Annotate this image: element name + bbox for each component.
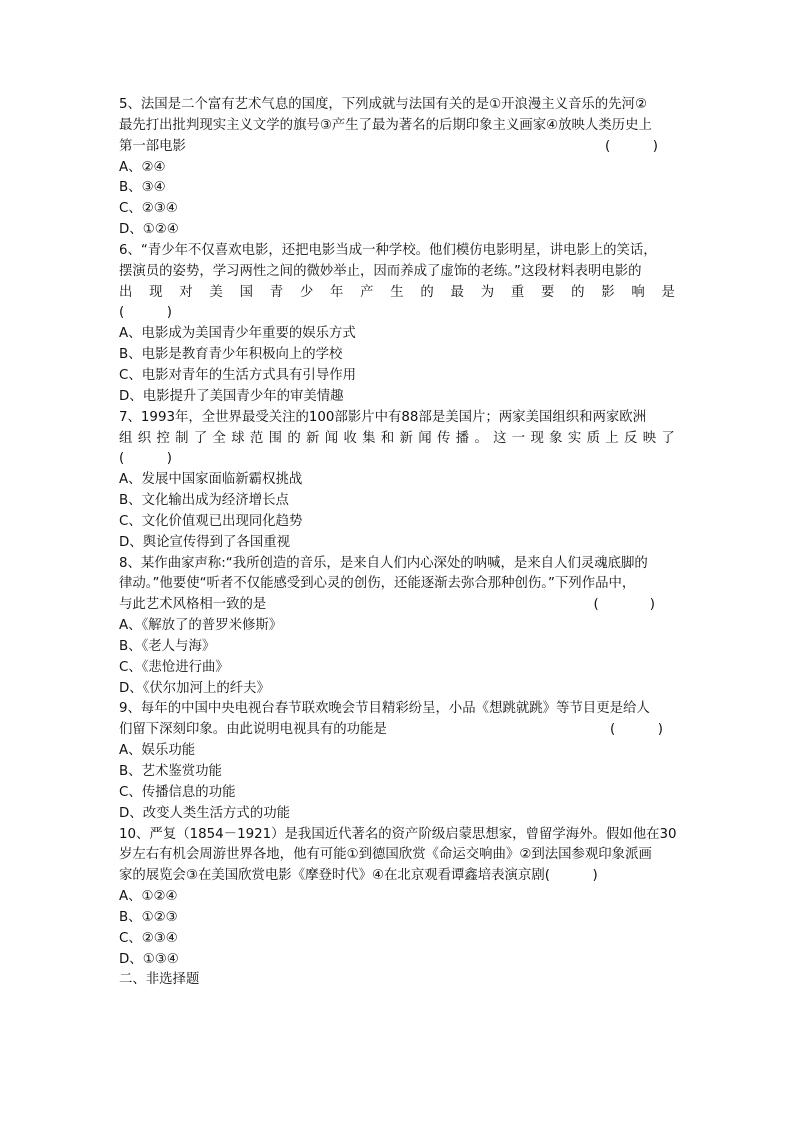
answer-parentheses: ( ) bbox=[119, 451, 173, 467]
justified-char: 。 bbox=[474, 430, 488, 446]
justified-char: 全 bbox=[212, 430, 226, 446]
answer-parentheses: ( ) bbox=[604, 138, 658, 154]
section-heading: 二、非选择题 bbox=[119, 972, 200, 988]
question-10 bbox=[119, 825, 675, 971]
justified-char: 青 bbox=[269, 284, 284, 300]
option-a: A、电影成为美国青少年重要的娱乐方式 bbox=[119, 326, 356, 342]
justified-char: 少 bbox=[299, 284, 314, 300]
option-a: A、娱乐功能 bbox=[119, 743, 196, 759]
justified-char: 新 bbox=[306, 430, 320, 446]
option-d: D、改变人类生活方式的功能 bbox=[119, 805, 290, 821]
question-7 bbox=[119, 408, 675, 554]
option-d: D、舆论宣传得到了各国重视 bbox=[119, 534, 290, 550]
justified-char: 映 bbox=[642, 430, 657, 446]
question-6-stem-line-3 bbox=[119, 283, 675, 304]
justified-char: 织 bbox=[137, 430, 152, 446]
question-9-stem-text: 们留下深刻印象。由此说明电视具有的功能是 bbox=[119, 722, 387, 738]
justified-char: 组 bbox=[119, 430, 133, 446]
question-9 bbox=[119, 699, 675, 824]
justified-char: 范 bbox=[249, 430, 264, 446]
justified-char: 围 bbox=[268, 430, 283, 446]
justified-char: 制 bbox=[175, 430, 189, 446]
answer-parentheses: ( ) bbox=[593, 597, 655, 613]
justified-char: 年 bbox=[329, 284, 344, 300]
option-a: A、①②④ bbox=[119, 889, 178, 905]
question-10-stem-line-2: 岁左右有机会周游世界各地，他有可能①到德国欣赏《命运交响曲》②到法国参观印象派画 bbox=[119, 847, 652, 863]
justified-char: 和 bbox=[380, 430, 395, 446]
option-c: C、电影对青年的生活方式具有引导作用 bbox=[119, 367, 356, 383]
justified-char: 播 bbox=[455, 430, 470, 446]
question-9-stem-line-1: 9、每年的中国中央电视台春节联欢晚会节目精彩纷呈，小品《想跳就跳》等节目更是给人 bbox=[119, 701, 650, 717]
justified-char: 象 bbox=[549, 430, 563, 446]
answer-parentheses: ( ) bbox=[544, 868, 598, 884]
question-8-stem-line-3 bbox=[119, 595, 675, 616]
question-5 bbox=[119, 95, 675, 241]
option-a: A、②④ bbox=[119, 159, 166, 175]
question-6-stem-line-2: 摆演员的姿势，学习两性之间的微妙举止，因而养成了虚饰的老练。”这段材料表明电影的 bbox=[119, 263, 642, 279]
justified-char: 响 bbox=[631, 284, 645, 300]
justified-char: 对 bbox=[179, 284, 193, 300]
question-10-stem-line-1: 10、严复（1854－1921）是我国近代著名的资产阶级启蒙思想家，曾留学海外。假如他在30 bbox=[119, 826, 677, 842]
justified-char: 的 bbox=[420, 284, 434, 300]
option-c: C、文化价值观已出现同化趋势 bbox=[119, 513, 303, 529]
option-b: B、文化输出成为经济增长点 bbox=[119, 493, 289, 509]
option-c: C、②③④ bbox=[119, 930, 178, 946]
option-d: D、《伏尔加河上的纤夫》 bbox=[119, 680, 270, 696]
question-9-stem-line-2 bbox=[119, 720, 675, 741]
justified-char: 的 bbox=[571, 284, 585, 300]
justified-char: 反 bbox=[623, 430, 638, 446]
justified-char: 实 bbox=[567, 430, 582, 446]
justified-char: 上 bbox=[605, 430, 619, 446]
option-a: A、发展中国家面临新霸权挑战 bbox=[119, 472, 303, 488]
justified-char: 美 bbox=[209, 284, 223, 300]
justified-char: 的 bbox=[287, 430, 301, 446]
justified-char: 影 bbox=[601, 284, 615, 300]
justified-char: 现 bbox=[149, 284, 163, 300]
question-5-stem-text: 第一部电影 bbox=[119, 138, 186, 154]
option-c: C、《悲怆进行曲》 bbox=[119, 659, 229, 675]
justified-char: 了 bbox=[661, 430, 675, 446]
justified-char: 国 bbox=[239, 284, 253, 300]
option-b: B、艺术鉴赏功能 bbox=[119, 764, 222, 779]
justified-char: 新 bbox=[399, 430, 413, 446]
question-7-stem-line-2 bbox=[119, 429, 675, 450]
question-5-stem-line-1: 5、法国是二个富有艺术气息的国度，下列成就与法国有关的是①开浪漫主义音乐的先河② bbox=[119, 97, 647, 112]
question-8-stem-line-1: 8、某作曲家声称:“我所创造的音乐，是来自人们内心深处的呐喊，是来自人们灵魂底脚的 bbox=[119, 555, 648, 571]
justified-char: 了 bbox=[193, 430, 208, 446]
justified-char: 收 bbox=[343, 430, 357, 446]
option-b: B、《老人与海》 bbox=[119, 638, 216, 654]
question-8-stem-text: 与此艺术风格相一致的是 bbox=[119, 597, 267, 613]
question-10-stem-line-3 bbox=[119, 866, 675, 887]
option-d: D、①②④ bbox=[119, 222, 179, 238]
justified-char: 出 bbox=[119, 284, 133, 300]
justified-char: 重 bbox=[510, 284, 525, 300]
option-d: D、①③④ bbox=[119, 951, 179, 967]
justified-char: 是 bbox=[661, 284, 675, 300]
option-d: D、电影提升了美国青少年的审美情趣 bbox=[119, 388, 344, 404]
justified-char: 闻 bbox=[418, 430, 432, 446]
justified-char: 集 bbox=[362, 430, 376, 446]
question-5-stem-line-2: 最先打出批判现实主义文学的旗号③产生了最为著名的后期印象主义画家④放映人类历史上 bbox=[119, 117, 652, 133]
justified-char: 球 bbox=[231, 430, 245, 446]
option-c: C、②③④ bbox=[119, 201, 178, 217]
option-b: B、电影是教育青少年积极向上的学校 bbox=[119, 347, 343, 363]
question-6-stem-line-1: 6、“青少年不仅喜欢电影，还把电影当成一种学校。他们模仿电影明星，讲电影上的笑话， bbox=[119, 242, 657, 258]
question-10-stem-text: 家的展览会③在美国欣赏电影《摩登时代》④在北京观看谭鑫培表演京剧 bbox=[119, 868, 545, 884]
justified-char: 这 bbox=[493, 430, 507, 446]
option-b: B、①②③ bbox=[119, 909, 178, 925]
justified-char: 闻 bbox=[324, 430, 339, 446]
answer-parentheses: ( ) bbox=[119, 305, 173, 321]
justified-char: 最 bbox=[450, 284, 464, 300]
justified-char: 传 bbox=[436, 430, 451, 446]
option-c: C、传播信息的功能 bbox=[119, 784, 236, 800]
question-7-stem-line-1: 7、1993年，全世界最受关注的100部影片中有88部是美国片；两家美国组织和两家欧洲 bbox=[119, 409, 647, 425]
justified-char: 生 bbox=[390, 284, 404, 300]
justified-char: 控 bbox=[156, 430, 170, 446]
justified-char: 质 bbox=[586, 430, 600, 446]
justified-char: 要 bbox=[540, 284, 555, 300]
exam-content bbox=[119, 95, 675, 991]
question-8 bbox=[119, 554, 675, 700]
justified-char: 一 bbox=[511, 430, 526, 446]
question-5-stem-line-3 bbox=[119, 137, 675, 158]
justified-char: 产 bbox=[360, 284, 374, 300]
question-8-stem-line-2: 律动。”他要使“听者不仅能感受到心灵的创伤，还能逐渐去弥合那种创伤。”下列作品中， bbox=[119, 576, 636, 592]
question-6 bbox=[119, 241, 675, 408]
option-a: A、《解放了的普罗米修斯》 bbox=[119, 618, 283, 634]
justified-char: 为 bbox=[480, 284, 495, 300]
answer-parentheses: ( ) bbox=[609, 722, 663, 738]
justified-char: 现 bbox=[530, 430, 544, 446]
option-b: B、③④ bbox=[119, 180, 166, 196]
